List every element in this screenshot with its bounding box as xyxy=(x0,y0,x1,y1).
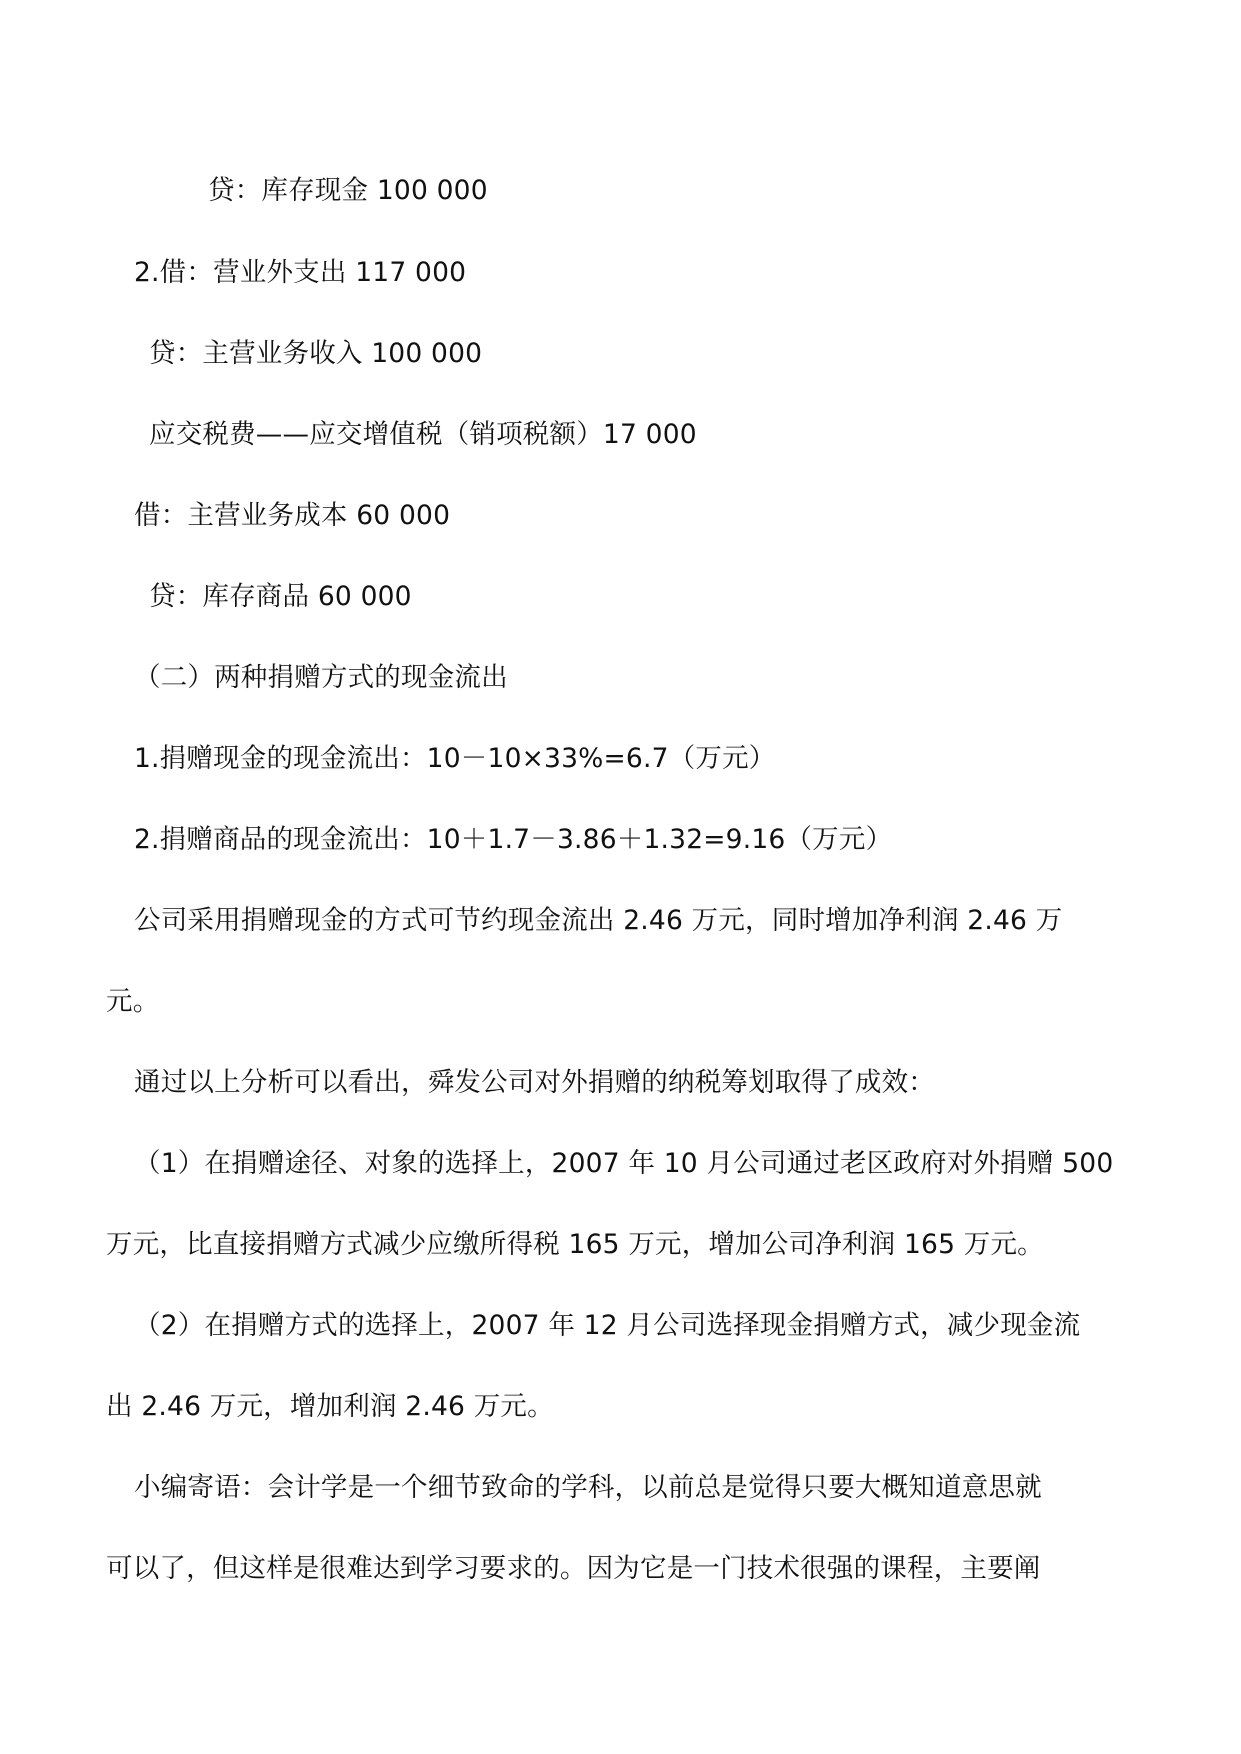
result-2-line-2: 出 2.46 万元，增加利润 2.46 万元。 xyxy=(106,1391,554,1422)
journal-credit-cash: 贷：库存现金 100 000 xyxy=(208,175,488,206)
editor-note-line-2: 可以了，但这样是很难达到学习要求的。因为它是一门技术很强的课程，主要阐 xyxy=(106,1553,1041,1584)
paragraph-analysis-intro: 通过以上分析可以看出，舜发公司对外捐赠的纳税筹划取得了成效： xyxy=(134,1067,935,1098)
cash-outflow-item-2: 2.捐赠商品的现金流出：10＋1.7－3.86＋1.32=9.16（万元） xyxy=(134,824,893,855)
result-1-line-1: （1）在捐赠途径、对象的选择上，2007 年 10 月公司通过老区政府对外捐赠 500 xyxy=(134,1148,1114,1179)
paragraph-conclusion-line-1: 公司采用捐赠现金的方式可节约现金流出 2.46 万元，同时增加净利润 2.46 万 xyxy=(134,905,1063,936)
cash-outflow-item-1: 1.捐赠现金的现金流出：10－10×33%=6.7（万元） xyxy=(134,743,776,774)
journal-credit-revenue: 贷：主营业务收入 100 000 xyxy=(149,338,483,369)
result-1-line-2: 万元，比直接捐赠方式减少应缴所得税 165 万元，增加公司净利润 165 万元。 xyxy=(106,1229,1044,1260)
journal-credit-inventory: 贷：库存商品 60 000 xyxy=(149,581,412,612)
section-heading: （二）两种捐赠方式的现金流出 xyxy=(134,662,508,693)
paragraph-conclusion-line-2: 元。 xyxy=(106,986,160,1017)
journal-credit-vat: 应交税费——应交增值税（销项税额）17 000 xyxy=(149,419,697,450)
editor-note-line-1: 小编寄语：会计学是一个细节致命的学科，以前总是觉得只要大概知道意思就 xyxy=(134,1472,1042,1503)
result-2-line-1: （2）在捐赠方式的选择上，2007 年 12 月公司选择现金捐赠方式，减少现金流 xyxy=(134,1310,1081,1341)
journal-debit-cost: 借：主营业务成本 60 000 xyxy=(134,500,451,531)
journal-entry-2-debit: 2.借：营业外支出 117 000 xyxy=(134,257,467,288)
